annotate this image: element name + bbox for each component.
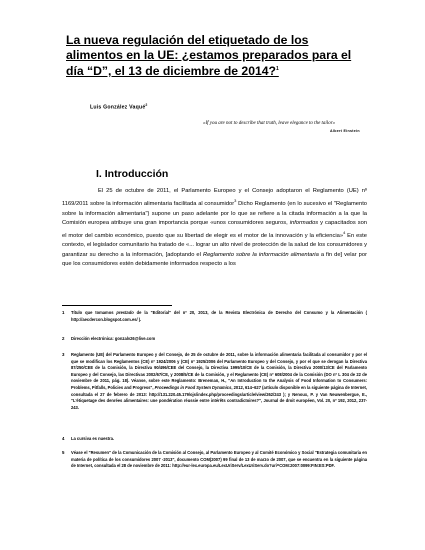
p1-text-g: a fin de] velar por que los consumidores estén debidamente informados respecto a los bbox=[62, 251, 367, 267]
footnote-number: 4 bbox=[62, 436, 65, 441]
p1-text-italic: informados bbox=[289, 219, 319, 226]
article-title bbox=[66, 33, 381, 79]
footnote-text: Véase el "Resumen" de la Comunicación de la Comisión al Consejo, al Parlamento Europeo y al Comité Económico y Social "Estrategia comunitaria en materia de política de los consumidores 2007 -2013", documento COM(2007) 99 final de 13 de marzo de 2007, que se encuentra en la siguiente página de Internet, consultada el 28 de noviembre de 2011: http://eur-lex.europa.eu/LexUriServ/LexUriServ.do?uri=COM:2007:0099:FIN:ES:PDF. bbox=[71, 450, 367, 469]
footnote-4 bbox=[62, 436, 367, 443]
p1-text-italic-2: Reglamento sobre la información alimentaria bbox=[202, 251, 319, 258]
footnote-number: 5 bbox=[62, 450, 65, 455]
footnote-2 bbox=[62, 336, 367, 343]
body-paragraph bbox=[62, 187, 367, 269]
epigraph-source: Albert Einstein bbox=[330, 129, 360, 133]
title-line-1: La nueva regulación del etiquetado de los bbox=[66, 33, 309, 47]
footnote-3 bbox=[62, 352, 367, 411]
footnote-text bbox=[71, 310, 367, 323]
footnote-ref-4: 4 bbox=[343, 230, 346, 236]
footnote-number: 3 bbox=[62, 352, 65, 357]
author-footnote-mark: 2 bbox=[145, 103, 148, 107]
section-heading: I. Introducción bbox=[96, 168, 169, 180]
footnote-text bbox=[71, 352, 367, 411]
p1-text-a: El 25 de octubre de 2011, el Parlamento Europeo y el Consejo adoptaron el Reglamento (UE) nº 1169/2011 sobre la información alimentaria facilitada al consumidor bbox=[62, 188, 367, 208]
paragraph-1 bbox=[62, 187, 367, 269]
fn3-text-a: Reglamento (UE) del Parlamento Europeo y del Consejo, de 25 de octubre de 2011, sobre la información alimentaria facilitada al consumidor y por el que se modifican los Reglamentos (CE) nº 1924/2006 y (CE) nº 1925/2006 del Parlamento Europeo y del Consejo, y por el que se derogan la Directiva 87/250/CEE de la Comisión, la Directiva 90/496/CEE del Consejo, la Directiva 1999/10/CE de la Comisión, la Directiva 2000/13/CE del Parlamento Europeo y del Consejo, las Directivas 2002/67/CE, y 2008/5/CE de la Comisión, y el Reglamento (CE) nº 608/2004 de la Comisión (DO nº L 304 de 22 de noviembre de 2011, pág. 18). Véanse, sobre este Reglamento: Breneman, H., "An Introduction to the Analysis of Food Information to Consumers: Problems, Pitfalls, Policies and Progress", bbox=[71, 352, 367, 390]
title-line-3: día “D”, el 13 de diciembre de 2014? bbox=[66, 64, 276, 79]
p1-text-b: Dicho Reglamento (en lo sucesivo el "Reglamento sobre la información alimentaria") supone un paso adelante por lo que se refiere a la citada información a la que la Comisión europea atribuye una gran importancia porque «unos consumidores seguros, bbox=[62, 201, 367, 226]
fn3-text-italic: Proceedings in Food System Dynamics bbox=[154, 384, 232, 390]
title-line-2: alimentos en la UE: ¿estamos preparados para el bbox=[66, 47, 352, 62]
footnote-5 bbox=[62, 450, 367, 470]
p1-text-e: En este contexto, el legislador comunitario ha tratado de «... lograr un alto nivel de protección de la salud de los consumidores y garantizar su derecho a la información, [adoptando el bbox=[62, 233, 367, 258]
footnote-1 bbox=[62, 310, 367, 323]
footnote-number: 2 bbox=[62, 336, 65, 341]
author-name bbox=[90, 103, 148, 111]
footnote-ref-3: 3 bbox=[234, 198, 237, 204]
fn1-text-b: de la "Editorial" del nº 20, 2013, de la Revista Electrónica de Derecho del Consumo y la Alimentación ( http://aecdercon.blogspot.com.es/ ). bbox=[71, 310, 367, 322]
footnote-text: La cursiva es nuestra. bbox=[71, 436, 115, 441]
fn1-text-a: Título que tomamos bbox=[71, 310, 117, 315]
fn3-text-b: , 2012, 614–627 (artículo disponible en la siguiente página de Internet, consultada el 27 de febrero de 2013: http://131.220.45.179/ojs/index.php/proceedings/article/view/262/243 ); y Nenoux, P. y Van Neuwenbergue, E., "L'étiquetage des denrées alimentaires: une pondération réussie entre intérêts contradictoires?", Journal de droit européen, Vol. 20, nº 192, 2012, 237-243. bbox=[71, 384, 368, 410]
epigraph-quote: «If you are not to describe that truth, leave elegance to the tailor» bbox=[203, 121, 336, 126]
title-footnote-mark: 1 bbox=[276, 66, 279, 73]
footnote-number: 1 bbox=[62, 310, 65, 315]
footnote-separator bbox=[62, 305, 172, 306]
p1-text-d: y capacitados son el motor del cambio económico, puesto que su libertad de elegir es el motor de la innovación y la eficiencia» bbox=[62, 219, 367, 239]
fn1-text-italic: prestado bbox=[116, 310, 134, 315]
footnote-text: Dirección electrónica: gonzalv26@live.com bbox=[71, 336, 156, 341]
author-name-text: Luis González Vaqué bbox=[90, 104, 146, 111]
